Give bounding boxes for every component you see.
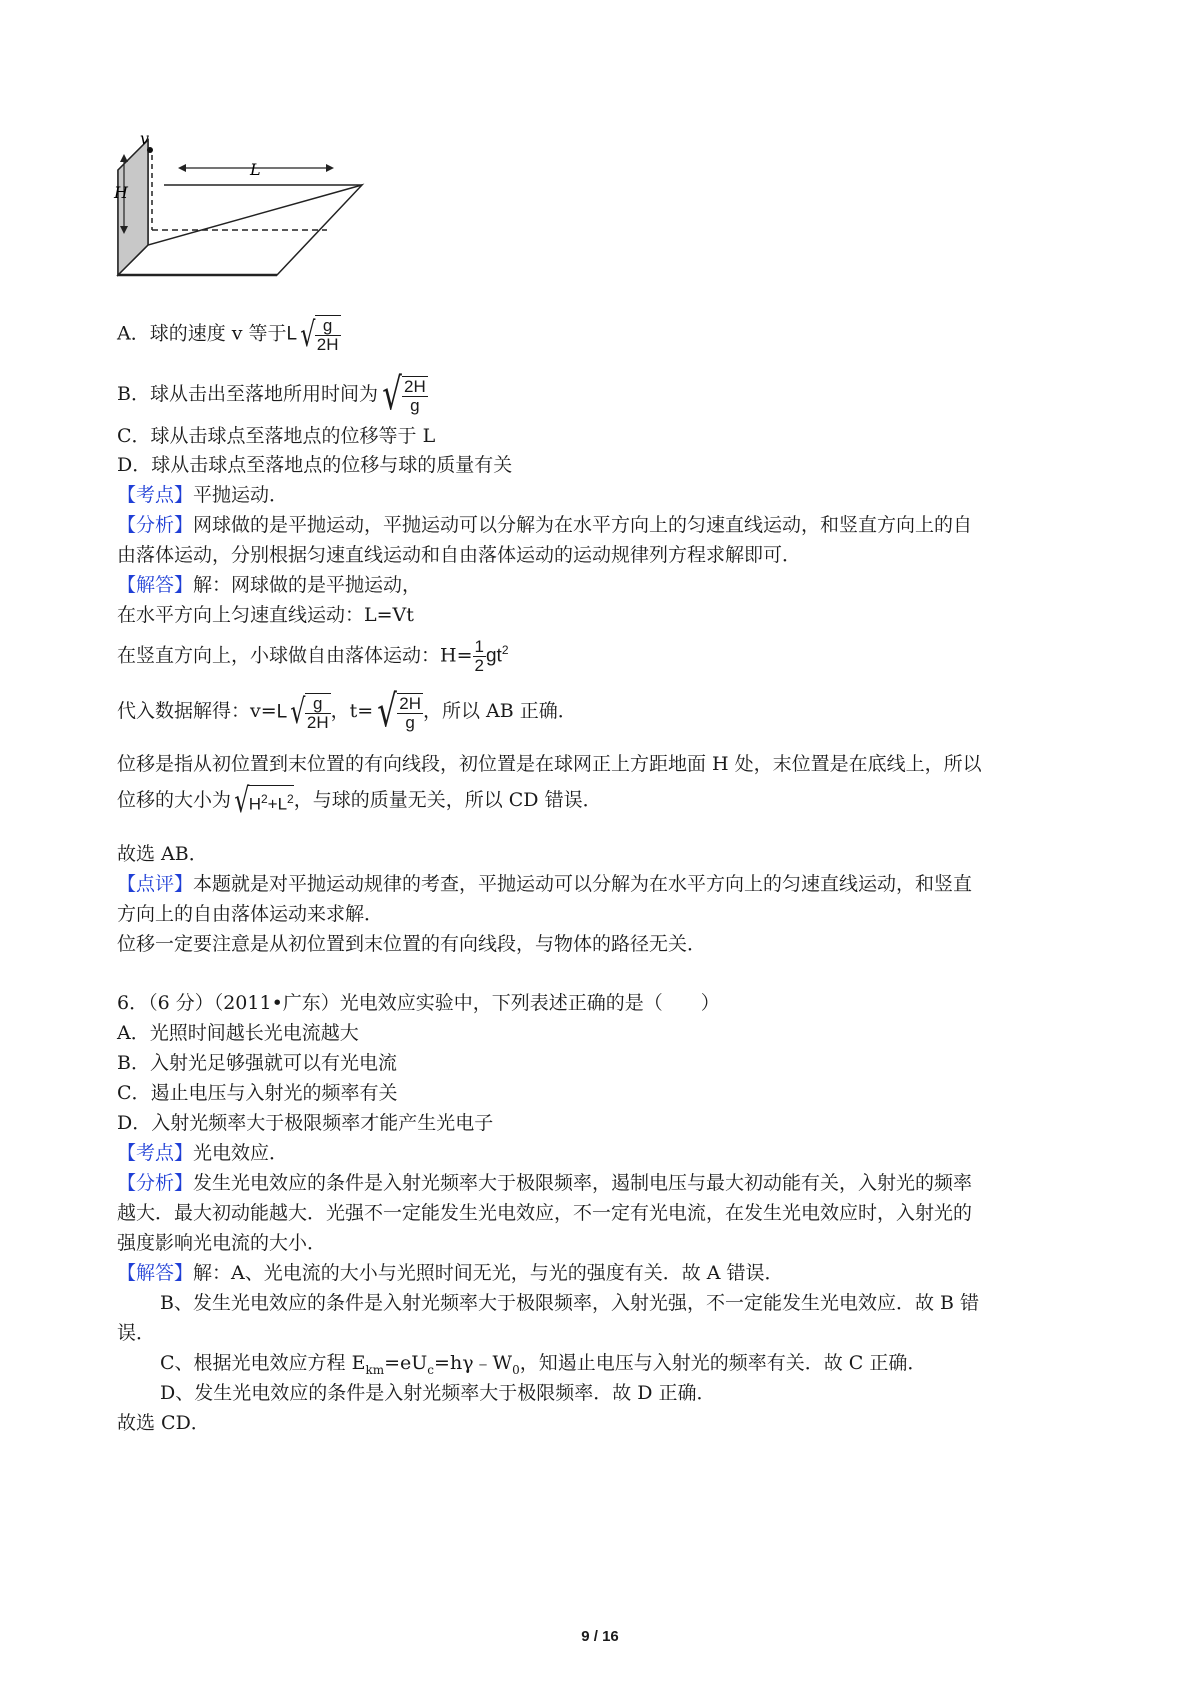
q5-jieda-line3: 在竖直方向上，小球做自由落体运动：H= $\frac{1}{2}$ $gt^2$	[117, 637, 509, 675]
l-arrow-left	[178, 164, 186, 172]
sqrt-2h-over-g: √ $\frac{2H}{g}$	[382, 369, 426, 420]
q5-option-d: D．球从击球点至落地点的位移与球的质量有关	[117, 454, 513, 476]
q5-jieda-line4: 代入数据解得：v=L√ $\frac{g}{2H}$ ，t=√ $\frac{2H}{g}$ ，所以 AB 正确．	[117, 686, 577, 737]
q6-jieda-line2: B、发生光电效应的条件是入射光频率大于极限频率，入射光强，不一定能发生光电效应．故 B 错	[160, 1292, 980, 1314]
q5-fenxi-line2: 由落体运动，分别根据匀速直线运动和自由落体运动的运动规律列方程求解即可．	[117, 544, 802, 566]
sqrt-h2-plus-l2: $√H^2+L^2$	[234, 781, 294, 821]
q6-kaodian: 【考点】光电效应．	[117, 1142, 289, 1164]
q6-option-c: C．遏止电压与入射光的频率有关	[117, 1082, 398, 1104]
q5-dianping-line2: 方向上的自由落体运动来求解．	[117, 903, 384, 925]
q5-answer: 故选 AB．	[117, 843, 208, 865]
q5-dianping-line3: 位移一定要注意是从初位置到末位置的有向线段，与物体的路径无关．	[117, 933, 707, 955]
fraction-one-half: $\frac{1}{2}$	[474, 637, 484, 675]
q6-jieda-line5: D、发生光电效应的条件是入射光频率大于极限频率．故 D 正确．	[160, 1382, 716, 1404]
q6-fenxi-line2: 越大．最大初动能越大．光强不一定能发生光电效应，不一定有光电流，在发生光电效应时，入射光的	[117, 1202, 973, 1224]
sqrt-g-over-2h: L√ $\frac{g}{2H}$	[286, 314, 339, 355]
q5-dianping-line1: 【点评】本题就是对平抛运动规律的考查，平抛运动可以分解为在水平方向上的匀速直线运动，和竖直	[117, 873, 973, 895]
q6-jieda-line4: C、根据光电效应方程 $E_{km}=eU_c=h\gamma﹣W_0$，知遏止电压与入射光的频率有关．故 C 正确．	[160, 1352, 927, 1377]
q6-option-a: A．光照时间越长光电流越大	[117, 1022, 359, 1044]
label-H: H	[114, 183, 128, 202]
q6-jieda-line3: 误．	[117, 1322, 156, 1344]
l-arrow-right	[326, 164, 334, 172]
q5-jieda-line6: 位移的大小为$√H^2+L^2$，与球的质量无关，所以 CD 错误．	[117, 781, 602, 821]
q5-option-a: A．球的速度 v 等于L√ $\frac{g}{2H}$	[117, 314, 339, 355]
q6-jieda-line1: 【解答】解：A、光电流的大小与光照时间无光，与光的强度有关．故 A 错误．	[117, 1262, 784, 1284]
page-number: 9 / 16	[581, 1628, 619, 1645]
q5-jieda-line5: 位移是指从初位置到末位置的有向线段，初位置是在球网正上方距地面 H 处，末位置是在底线上，所以	[117, 753, 982, 775]
q5-fenxi-line1: 【分析】网球做的是平抛运动，平抛运动可以分解为在水平方向上的匀速直线运动，和竖直方向上的自	[117, 514, 973, 536]
label-L: L	[250, 160, 261, 179]
q6-stem: 6．（6 分）（2011•广东）光电效应实验中，下列表述正确的是（ ）	[117, 992, 720, 1014]
q5-kaodian: 【考点】平抛运动．	[117, 484, 289, 506]
q6-fenxi-line1: 【分析】发生光电效应的条件是入射光频率大于极限频率，遏制电压与最大初动能有关，入射光的频率	[117, 1172, 973, 1194]
q5-jieda-line2: 在水平方向上匀速直线运动：L=Vt	[117, 604, 414, 626]
projectile-diagram	[112, 129, 372, 305]
q6-option-b: B．入射光足够强就可以有光电流	[117, 1052, 397, 1074]
h-arrow-top	[120, 154, 128, 162]
q6-option-d: D．入射光频率大于极限频率才能产生光电子	[117, 1112, 494, 1134]
q5-option-c: C．球从击球点至落地点的位移等于 L	[117, 425, 436, 447]
q6-answer: 故选 CD．	[117, 1412, 210, 1434]
q5-jieda-line1: 【解答】解：网球做的是平抛运动，	[117, 574, 422, 596]
label-v: v	[140, 129, 150, 148]
q6-fenxi-line3: 强度影响光电流的大小．	[117, 1232, 327, 1254]
q5-option-b: B．球从击出至落地所用时间为√ $\frac{2H}{g}$	[117, 369, 426, 420]
